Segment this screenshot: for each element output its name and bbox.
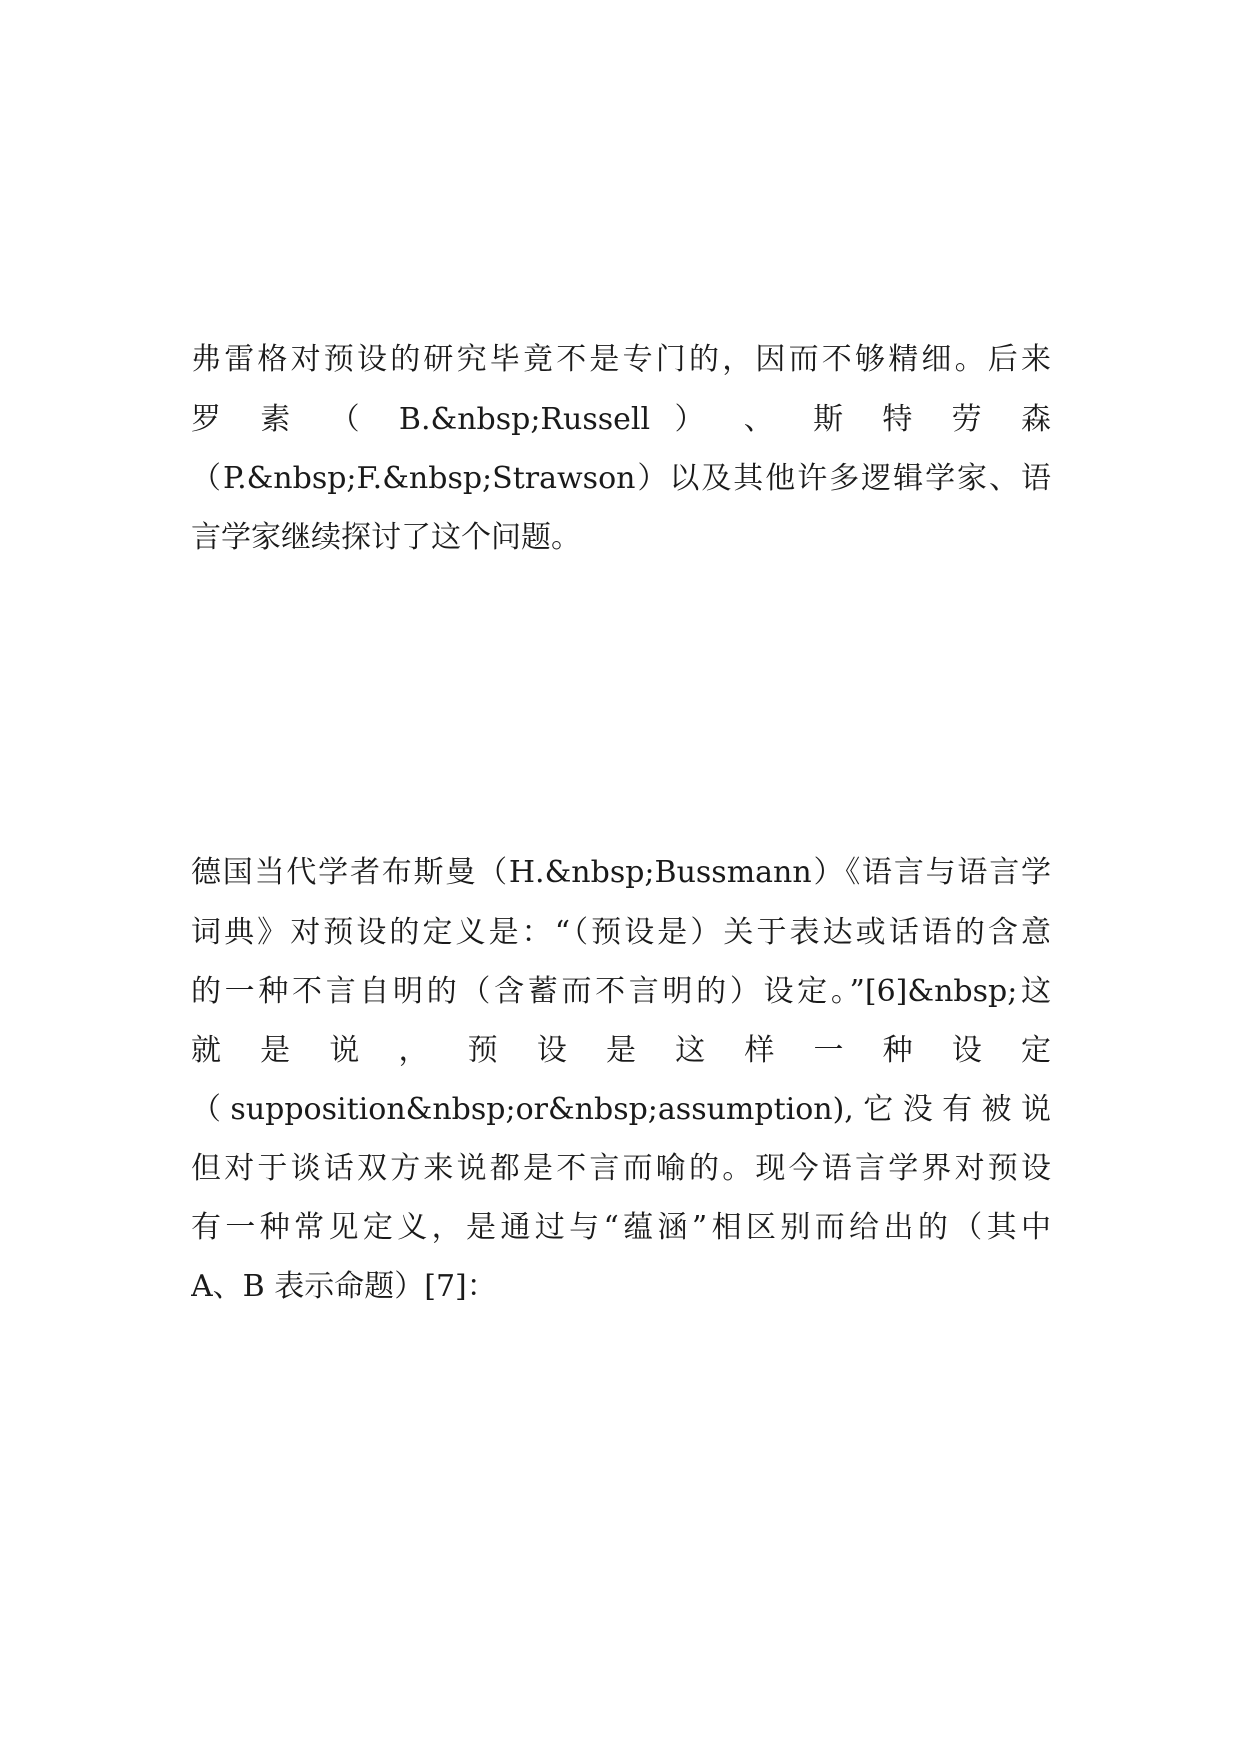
paragraph-2-line-4: 就 是 说 ， 预 设 是 这 样 一 种 设 定: [191, 1033, 1051, 1068]
paragraph-2-line-5: （supposition&nbsp;or&nbsp;assumption),它没有被说: [191, 1092, 1051, 1127]
paragraph-2-line-8: A、B 表示命题）[7]：: [191, 1269, 497, 1304]
paragraph-1-line-2: 罗 素 （ B.&nbsp;Russell ） 、 斯 特 劳 森: [191, 402, 1051, 437]
paragraph-1-line-3: （P.&nbsp;F.&nbsp;Strawson）以及其他许多逻辑学家、语: [191, 461, 1051, 496]
paragraph-2-line-1: 德国当代学者布斯曼（H.&nbsp;Bussmann）《语言与语言学: [191, 855, 1051, 890]
paragraph-2-line-6: 但对于谈话双方来说都是不言而喻的。现今语言学界对预设: [191, 1151, 1051, 1186]
paragraph-1-line-4: 言学家继续探讨了这个问题。: [191, 520, 581, 555]
paragraph-2-line-2: 词典》对预设的定义是：“（预设是）关于表达或话语的含意: [191, 915, 1051, 950]
paragraph-2-line-7: 有一种常见定义，是通过与“蕴涵”相区别而给出的（其中: [191, 1210, 1051, 1245]
paragraph-1-line-1: 弗雷格对预设的研究毕竟不是专门的，因而不够精细。后来: [191, 342, 1051, 377]
paragraph-2-line-3: 的一种不言自明的（含蓄而不言明的）设定。”[6]&nbsp;这: [191, 974, 1051, 1009]
